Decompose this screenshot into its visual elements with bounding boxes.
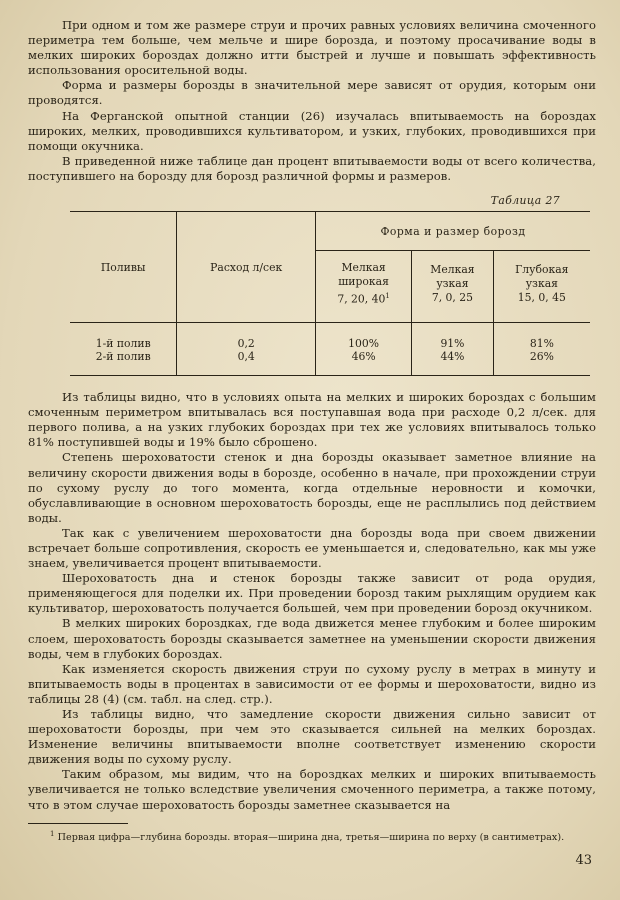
header-group-furrows: Форма и размер борозд [315,212,590,251]
table-27 [70,211,590,376]
header-flow: Расход л/сек [177,212,316,323]
value-cell: 46% [315,350,411,376]
footnote-divider [28,823,128,824]
table-row [70,350,590,376]
paragraph: При одном и том же размере струи и прочих равных условиях величина смоченного периметра тем больше, чем мельче и шире борозда, и поэтому просачивание воды в мелких широких бороздах должно итти быстрей и лучше и повышать эффективность использования оросительной воды. [28,18,596,78]
table-row [70,323,590,351]
paragraph: Из таблицы видно, что замедление скорости движения сильно зависит от шероховатости борозды, при чем это сказывается сильней на мелких бороздах. Изменение величины впитываемости вполне соответствует изменению скорости движения воды по сухому руслу. [28,707,596,767]
paragraph: Таким образом, мы видим, что на бороздках мелких и широких впитываемость увеличивается не только вследствие увеличения смоченного периметра, а также потому, что в этом случае шероховатость борозды заметнее сказывается на [28,767,596,812]
value-cell: 91% [412,323,493,351]
paragraph: Из таблицы видно, что в условиях опыта на мелких и широких бороздах с большим смоченным периметром впитывалась вся поступавшая вода при расходе 0,2 л/сек. для первого полива, а на узких глубоких бороздах при тех же условиях впитывалось только 81% поступившей воды и 19% было сброшено. [28,390,596,450]
paragraph: Шероховатость дна и стенок борозды также зависит от рода орудия, применяющегося для поделки их. При проведении борозд таким рыхлящим орудием как культиватор, шероховатость получается большей, чем при проведении борозд окучником. [28,571,596,616]
header-deep-narrow: Глубокая узкая 15, 0, 45 [493,251,590,323]
paragraph: Как изменяется скорость движения струи по сухому руслу в метрах в минуту и впитываемость воды в процентах в зависимости от ее формы и шероховатости, видно из таблицы 28 (4) (см. табл. на след. стр.). [28,661,596,706]
value-cell: 100% [315,323,411,351]
table-caption: Таблица 27 [490,194,560,208]
paragraph: Степень шероховатости стенок и дна борозды оказывает заметное влияние на величину скорости движения воды в борозде, особенно в начале, при прохождении струи по сухому руслу до того момента, когда отдельные неровности и комочки, обуславливающие в основном шероховатость борозды, еще не расплылись под действием воды. [28,450,596,525]
value-cell: 44% [412,350,493,376]
page-number: 43 [575,853,592,868]
footnote [28,828,596,844]
paragraph: В мелких широких бороздках, где вода движется менее глубоким и более широким слоем, шероховатость борозды сказывается заметнее на уменьшении скорости движения воды, чем в глубоких бороздах. [28,616,596,661]
paragraph: Форма и размеры борозды в значительной мере зависят от орудия, которым они проводятся. [28,78,596,108]
footnote-text: Первая цифра—глубина борозды. вторая—ширина дна, третья—ширина по верху (в сантиметрах). [57,831,565,843]
footnote-number: 1 [50,829,55,838]
footnote-marker: 1 [385,291,390,300]
value-cell: 81% [493,323,590,351]
row-label: 2-й полив [70,350,177,376]
flow-cell: 0,4 [177,350,316,376]
header-shallow-wide: Мелкая широкая 7, 20, $40^1$ [315,251,411,323]
value-cell: 26% [493,350,590,376]
header-shallow-narrow: Мелкая узкая 7, 0, 25 [412,251,493,323]
paragraph: На Ферганской опытной станции (26) изучалась впитываемость на бороздах широких, мелких, проводившихся культиватором, и узких, глубоких, проводившихся при помощи окучника. [28,108,596,153]
paragraph: Так как с увеличением шероховатости дна борозды вода при своем движении встречает больше сопротивления, скорость ее уменьшается и, следовательно, как мы уже знаем, увеличивается процент впитываемости. [28,525,596,571]
header-irrigations: Поливы [70,212,177,323]
row-label: 1-й полив [70,323,177,351]
paragraph: В приведенной ниже таблице дан процент впитываемости воды от всего количества, поступившего на борозду для борозд различной формы и размеров. [28,153,596,183]
flow-cell: 0,2 [177,323,316,351]
